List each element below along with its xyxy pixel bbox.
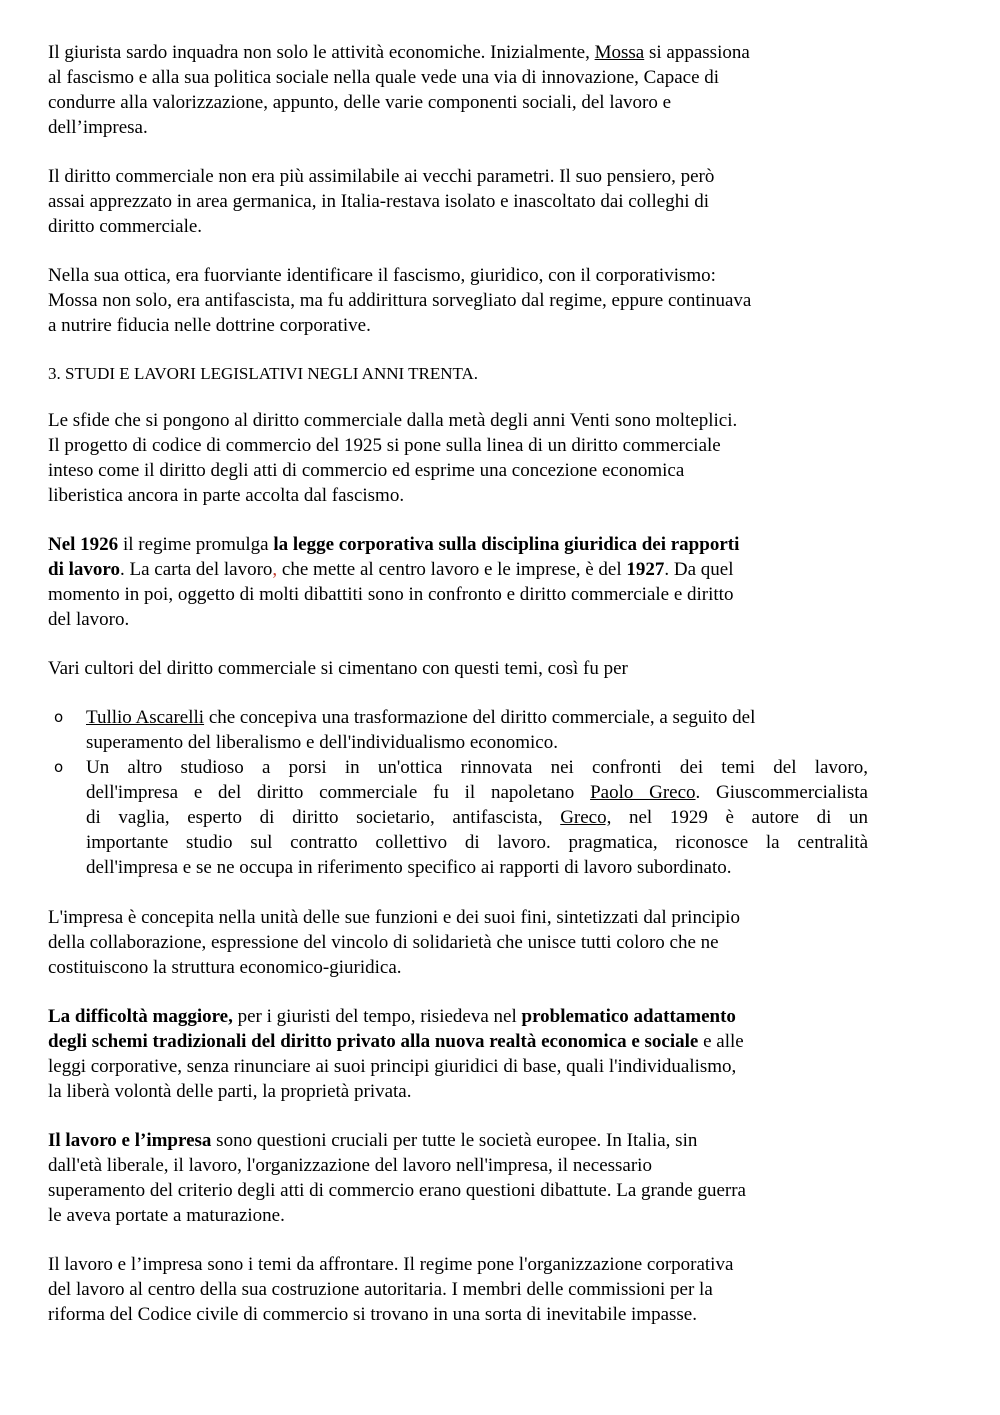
- text-line: [48, 532, 868, 557]
- text-line: Il lavoro e l’impresa sono i temi da affrontare. Il regime pone l'organizzazione corporativa: [48, 1254, 734, 1275]
- text-line: Mossa non solo, era antifascista, ma fu addirittura sorvegliato dal regime, eppure continuava: [48, 290, 752, 311]
- text-line: diritto commerciale.: [48, 216, 203, 237]
- text-run: si appassiona: [644, 42, 750, 63]
- bold-text: Nel 1926: [48, 534, 119, 555]
- text-line: la liberà volontà delle parti, la proprietà privata.: [48, 1081, 412, 1102]
- highlighted-comma: ,: [272, 559, 278, 580]
- paragraph-diritto-commerciale: [48, 164, 868, 239]
- text-run: . Da quel: [664, 559, 734, 580]
- text-line: leggi corporative, senza rinunciare ai suoi principi giuridici di base, quali l'individualismo,: [48, 1056, 737, 1077]
- text-line: le aveva portate a maturazione.: [48, 1205, 285, 1226]
- scholars-list: [48, 705, 868, 880]
- text-run: Il giurista sardo inquadra non solo le attività economiche. Inizialmente,: [48, 42, 595, 63]
- text-run: il regime promulga: [118, 534, 274, 555]
- paragraph-1926: [48, 532, 868, 632]
- text-line: superamento del criterio degli atti di commercio erano questioni dibattute. La grande guerra: [48, 1180, 746, 1201]
- text-line: condurre alla valorizzazione, appunto, delle varie componenti sociali, del lavoro e: [48, 92, 672, 113]
- text-line: momento in poi, oggetto di molti dibattiti sono in confronto e diritto commerciale e diritto: [48, 584, 734, 605]
- link-greco[interactable]: Greco,: [560, 807, 612, 828]
- text-line: Nella sua ottica, era fuorviante identificare il fascismo, giuridico, con il corporativismo:: [48, 265, 716, 286]
- bold-text: La difficoltà maggiore,: [48, 1006, 233, 1027]
- text-line: inteso come il diritto degli atti di commercio ed esprime una concezione economica: [48, 460, 685, 481]
- text-line: dell'impresa e se ne occupa in riferimento specifico ai rapporti di lavoro subordinato.: [86, 857, 732, 878]
- paragraph-ottica: [48, 263, 868, 338]
- text-line: Un altro studioso a porsi in un'ottica rinnovata nei confronti dei temi del lavoro,: [86, 757, 868, 778]
- text-run: dell'impresa e del diritto commerciale fu il napoletano: [86, 782, 591, 803]
- text-run: che concepiva una trasformazione del diritto commerciale, a seguito del: [204, 707, 756, 728]
- text-line: Il progetto di codice di commercio del 1925 si pone sulla linea di un diritto commerciale: [48, 435, 721, 456]
- text-line: del lavoro al centro della sua costruzione autoritaria. I membri delle commissioni per la: [48, 1279, 713, 1300]
- text-line: assai apprezzato in area germanica, in Italia-restava isolato e inascoltato dai colleghi di: [48, 191, 710, 212]
- text-run: nel 1929 è autore di un: [611, 807, 868, 828]
- paragraph-cultori: [48, 656, 868, 681]
- text-run: . Giuscommercialista: [695, 782, 868, 803]
- bullet-icon: o: [54, 708, 64, 726]
- text-line: della collaborazione, espressione del vincolo di solidarietà che unisce tutti coloro che ne: [48, 932, 719, 953]
- text-line: [48, 557, 868, 582]
- link-paolo-greco[interactable]: Paolo Greco: [590, 782, 696, 803]
- bold-text: problematico adattamento: [521, 1006, 736, 1027]
- section-heading-text: 3. STUDI E LAVORI LEGISLATIVI NEGLI ANNI TRENTA.: [48, 364, 479, 383]
- text-line: importante studio sul contratto collettivo di lavoro. pragmatica, riconosce la centralità: [86, 832, 868, 853]
- text-line: costituiscono la struttura economico-giuridica.: [48, 957, 402, 978]
- text-line: [48, 1004, 868, 1029]
- bold-text: Il lavoro e l’impresa: [48, 1130, 212, 1151]
- text-line: al fascismo e alla sua politica sociale nella quale vede una via di innovazione, Capace di: [48, 67, 720, 88]
- paragraph-mossa-intro: [48, 40, 868, 140]
- bold-text: di lavoro: [48, 559, 120, 580]
- text-line: Vari cultori del diritto commerciale si cimentano con questi temi, così fu per: [48, 658, 628, 679]
- bold-text: 1927: [626, 559, 665, 580]
- link-mossa[interactable]: Mossa: [594, 42, 645, 63]
- text-run: di vaglia, esperto di diritto societario, antifascista,: [86, 807, 561, 828]
- paragraph-impresa: [48, 905, 868, 980]
- text-line: dell’impresa.: [48, 117, 148, 138]
- text-line: [48, 40, 868, 65]
- text-line: [86, 805, 868, 830]
- text-line: [86, 780, 868, 805]
- text-line: liberistica ancora in parte accolta dal fascismo.: [48, 485, 405, 506]
- text-run: e alle: [698, 1031, 744, 1052]
- text-run: che mette al centro lavoro e le imprese, è del: [277, 559, 627, 580]
- paragraph-lavoro-impresa: [48, 1128, 868, 1228]
- text-line: Le sfide che si pongono al diritto commerciale dalla metà degli anni Venti sono molteplici.: [48, 410, 738, 431]
- text-run: per i giuristi del tempo, risiedeva nel: [232, 1006, 522, 1027]
- paragraph-difficolta: [48, 1004, 868, 1104]
- bold-text: la legge corporativa sulla disciplina giuridica dei rapporti: [273, 534, 740, 555]
- list-item: [48, 755, 868, 880]
- text-line: superamento del liberalismo e dell'individualismo economico.: [86, 732, 558, 753]
- text-line: riforma del Codice civile di commercio si trovano in una sorta di inevitabile impasse.: [48, 1304, 697, 1325]
- text-line: L'impresa è concepita nella unità delle sue funzioni e dei suoi fini, sintetizzati dal principio: [48, 907, 740, 928]
- link-tullio-ascarelli[interactable]: Tullio Ascarelli: [86, 707, 205, 728]
- section-heading: [48, 361, 868, 386]
- paragraph-sfide: [48, 408, 868, 508]
- text-line: a nutrire fiducia nelle dottrine corporative.: [48, 315, 371, 336]
- bullet-icon: o: [54, 758, 64, 776]
- text-line: dall'età liberale, il lavoro, l'organizzazione del lavoro nell'impresa, il necessario: [48, 1155, 652, 1176]
- bold-text: degli schemi tradizionali del diritto privato alla nuova realtà economica e sociale: [48, 1031, 699, 1052]
- text-line: [86, 705, 868, 730]
- list-item: [48, 705, 868, 755]
- text-line: del lavoro.: [48, 609, 130, 630]
- text-line: Il diritto commerciale non era più assimilabile ai vecchi parametri. Il suo pensiero, però: [48, 166, 715, 187]
- text-run: . La carta del lavoro: [119, 559, 273, 580]
- text-line: [48, 1029, 868, 1054]
- text-line: [48, 1128, 868, 1153]
- paragraph-temi: [48, 1252, 868, 1327]
- text-run: sono questioni cruciali per tutte le società europee. In Italia, sin: [211, 1130, 698, 1151]
